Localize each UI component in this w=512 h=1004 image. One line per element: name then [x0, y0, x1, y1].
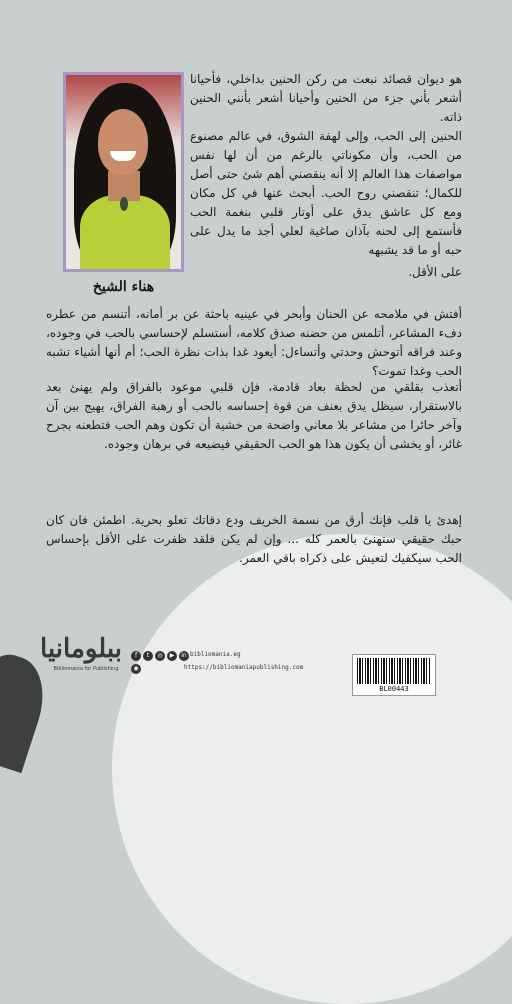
social-icons-row-2: [131, 664, 141, 674]
blurb-paragraph-4: [46, 511, 462, 568]
publisher-logo: [40, 632, 122, 686]
social-icons-row-1: [131, 651, 189, 661]
blurb-paragraph-3: [46, 378, 462, 454]
instagram-icon: ◎: [155, 651, 165, 661]
blurb-intro: [190, 70, 462, 127]
website-link: https://bibliomaniapublishing.com: [184, 664, 304, 671]
blurb-intro-text: هو ديوان قصائد نبعت من ركن الحنين بداخلي، فأحيانا أشعر بأني جزء من الحنين وأحيانا أشعر بأنني الحنين ذاته.: [190, 72, 462, 124]
globe-icon: ◉: [131, 664, 141, 674]
barcode-bars: [357, 658, 431, 684]
barcode-number: BL00443: [379, 685, 409, 693]
linkedin-icon: in: [179, 651, 189, 661]
blurb-paragraph-1-text: الحنين إلى الحب، وإلى لهفة الشوق، في عالم مصنوع من الحب، وأن مكوناتي بالرغم من أن لها نفس مواصفات هذا العالم إلا أنه ينقصني أهم شئ حتى أصل للكمال؛ تنقصني روح الحب. أبحث عنها في كل مكان ومع كل عاشق يدق على أوتار قلبي بنغمة الحب فأستمع إلى لحنه بآذان صاغية لعلي أجد ما يدل على حبه أو ما قد يشبهه: [190, 129, 462, 257]
blurb-paragraph-2-text: أفتش في ملامحه عن الحنان وأبحر في عينيه باحثة عن بر أمانه، أتنسم من عطره دفء المشاعر، أتلمس من حضنه صدق كلامه، أستسلم لإحساسي بالحب في وجوده، وعند فراقه أتوحش وحدتي وأتساءل: أيعود غدا بذات نظرة الحب؛ أم أنها أشياء تشبه الحب وغدا تموت؟: [46, 307, 462, 378]
facebook-icon: f: [131, 651, 141, 661]
social-handle: bibliomania.eg: [190, 651, 241, 658]
barcode: [352, 654, 436, 696]
twitter-icon: t: [143, 651, 153, 661]
blurb-paragraph-1-end: [46, 263, 462, 282]
blurb-paragraph-2: [46, 305, 462, 381]
blurb-paragraph-4-text: إهدئ يا قلب فإنك أرق من نسمة الخريف ودع دقاتك تعلو بحرية. اطمئن فان كان حبك حقيقي ستهنئ بالعمر كله ... وإن لم يكن فلقد ظفرت على الأقل بإحساس الحب سيكفيك لتعيش على ذكراه باقي العمر.: [46, 513, 462, 565]
blurb-paragraph-3-text: أتعذب بقلقي من لحظة بعاد قادمة، فإن قلبي موعود بالفراق ولم يهنئ بعد بالاستقرار، سيظل يدق بعنف من قوة إحساسه بالحب أو رهبة الفراق، يهيج بين آن وآخر حائرا من مشاعر بلا معاني واضحة من خشية أن تكون وهم الحب فتطعنه بجرح غائر، أو يخشى أن يكون هذا هو الحب الحقيقي فيضيعه في برهان وجوده.: [46, 380, 462, 451]
author-photo: [63, 72, 184, 272]
publisher-tagline: Bibliomania for Publishing: [53, 666, 119, 672]
author-name: هناء الشيخ: [92, 279, 155, 295]
youtube-icon: ▶: [167, 651, 177, 661]
blurb-paragraph-1-end-text: على الأقل.: [408, 265, 462, 279]
blurb-paragraph-1: [190, 127, 462, 260]
publisher-logo-text: ببلومانيا: [40, 634, 122, 664]
background-circle: [112, 534, 512, 1004]
